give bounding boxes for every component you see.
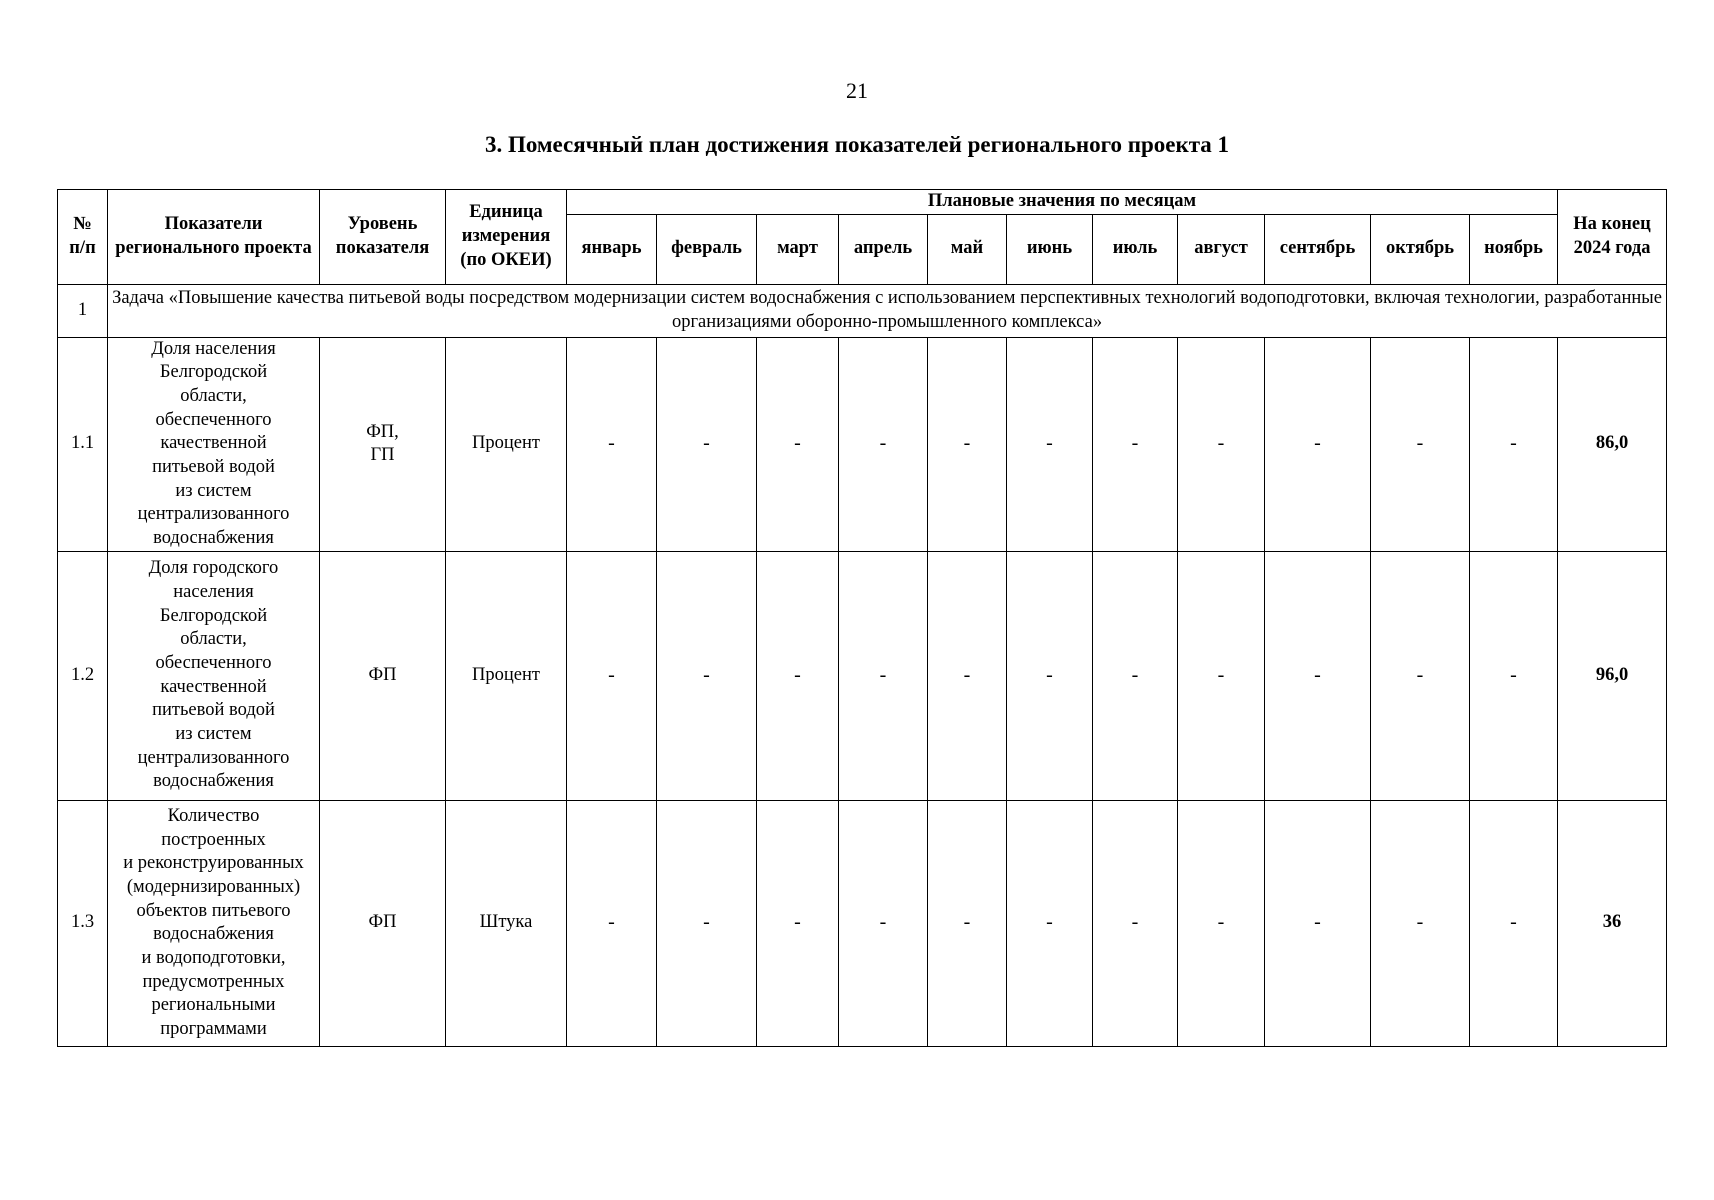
header-month: февраль: [657, 214, 757, 284]
header-month: июль: [1093, 214, 1178, 284]
header-month: апрель: [839, 214, 928, 284]
header-num: № п/п: [58, 190, 108, 285]
indicator-level: ФП: [320, 800, 446, 1046]
indicator-unit: Процент: [446, 337, 567, 551]
month-value: -: [1178, 800, 1265, 1046]
end-of-year-value: 36: [1558, 800, 1667, 1046]
row-num: 1.3: [58, 800, 108, 1046]
page-title: 3. Помесячный план достижения показателей регионального проекта 1: [484, 132, 1230, 157]
indicator-unit: Штука: [446, 800, 567, 1046]
month-value: -: [567, 337, 657, 551]
month-value: -: [928, 551, 1007, 800]
header-indicator: Показатели регионального проекта: [108, 190, 320, 285]
task-row: [58, 284, 1667, 337]
header-month: ноябрь: [1470, 214, 1558, 284]
header-month: сентябрь: [1265, 214, 1371, 284]
month-value: -: [657, 800, 757, 1046]
header-level: Уровень показателя: [320, 190, 446, 285]
indicator-unit: Процент: [446, 551, 567, 800]
page-number: 21: [846, 78, 868, 103]
header-month: июнь: [1007, 214, 1093, 284]
monthly-plan-table: [57, 189, 1667, 1047]
month-value: -: [1371, 551, 1470, 800]
month-value: -: [1470, 800, 1558, 1046]
table-row: [58, 800, 1667, 1046]
end-of-year-value: 96,0: [1558, 551, 1667, 800]
month-value: -: [1007, 551, 1093, 800]
header-monthly-group: Плановые значения по месяцам: [567, 190, 1558, 215]
header-month: август: [1178, 214, 1265, 284]
month-value: -: [657, 551, 757, 800]
month-value: -: [567, 800, 657, 1046]
header-end-of-year: На конец 2024 года: [1558, 190, 1667, 285]
month-value: -: [1371, 800, 1470, 1046]
month-value: -: [1093, 800, 1178, 1046]
month-value: -: [1470, 551, 1558, 800]
header-month: март: [757, 214, 839, 284]
month-value: -: [1093, 337, 1178, 551]
month-value: -: [1178, 337, 1265, 551]
month-value: -: [1007, 800, 1093, 1046]
month-value: -: [1470, 337, 1558, 551]
month-value: -: [757, 800, 839, 1046]
month-value: -: [1178, 551, 1265, 800]
month-value: -: [839, 551, 928, 800]
month-value: -: [839, 800, 928, 1046]
month-value: -: [1265, 337, 1371, 551]
table-row: [58, 337, 1667, 551]
indicator-name: Количество построенных и реконструированных (модернизированных) объектов питьевого водоснабжения и водоподготовки, предусмотренных региональными программами: [108, 800, 320, 1046]
header-month: май: [928, 214, 1007, 284]
row-num: 1.1: [58, 337, 108, 551]
month-value: -: [928, 337, 1007, 551]
task-num: 1: [58, 284, 108, 337]
indicator-level: ФП, ГП: [320, 337, 446, 551]
month-value: -: [839, 337, 928, 551]
indicator-name: Доля городского населения Белгородской области, обеспеченного качественной питьевой водой из систем централизованного водоснабжения: [108, 551, 320, 800]
table-row: [58, 551, 1667, 800]
month-value: -: [928, 800, 1007, 1046]
month-value: -: [1265, 800, 1371, 1046]
indicator-level: ФП: [320, 551, 446, 800]
indicator-name: Доля населения Белгородской области, обеспеченного качественной питьевой водой из систем централизованного водоснабжения: [108, 337, 320, 551]
month-value: -: [1093, 551, 1178, 800]
header-unit: Единица измерения (по ОКЕИ): [446, 190, 567, 285]
month-value: -: [567, 551, 657, 800]
month-value: -: [757, 337, 839, 551]
month-value: -: [1265, 551, 1371, 800]
row-num: 1.2: [58, 551, 108, 800]
header-month: октябрь: [1371, 214, 1470, 284]
header-month: январь: [567, 214, 657, 284]
month-value: -: [1007, 337, 1093, 551]
month-value: -: [657, 337, 757, 551]
task-text: Задача «Повышение качества питьевой воды посредством модернизации систем водоснабжения с использованием перспективных технологий водоподготовки, включая технологии, разработанные организациями оборонно-промышленного комплекса»: [108, 284, 1667, 337]
month-value: -: [757, 551, 839, 800]
month-value: -: [1371, 337, 1470, 551]
end-of-year-value: 86,0: [1558, 337, 1667, 551]
